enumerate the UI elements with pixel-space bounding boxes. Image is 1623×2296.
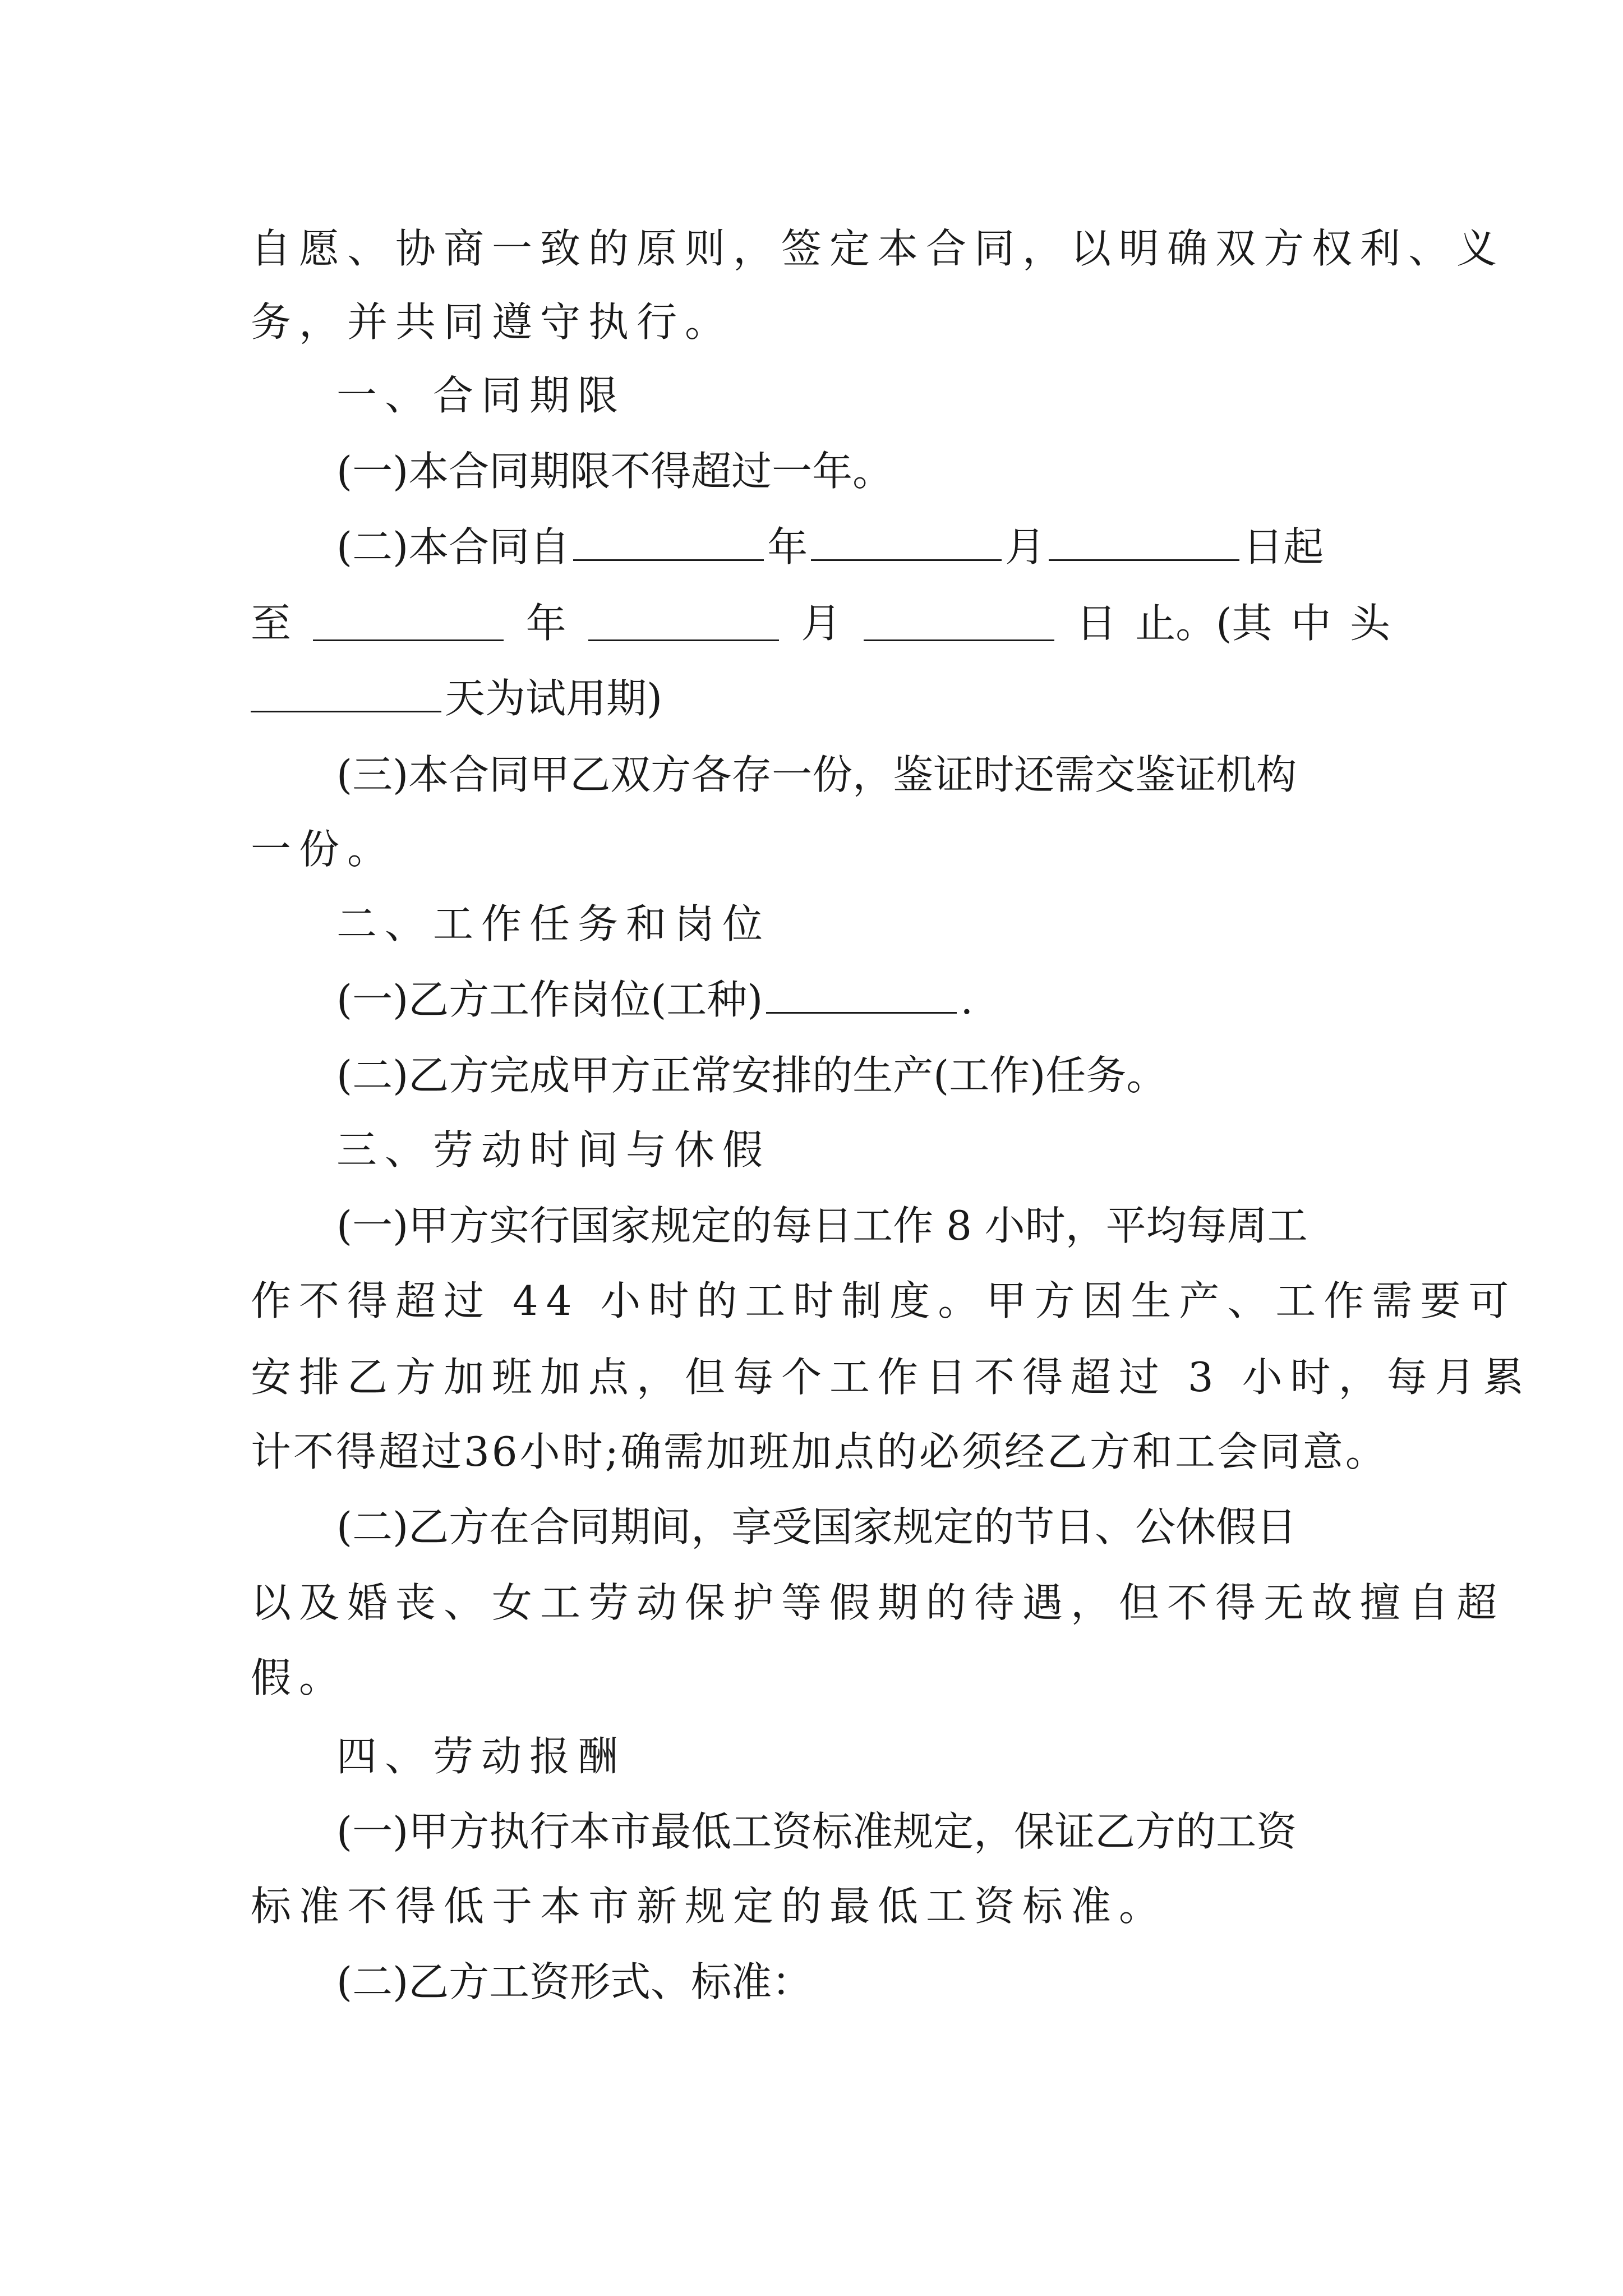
- middle-label: 中: [1290, 600, 1331, 647]
- stop-label: 止。(其: [1135, 600, 1272, 647]
- paragraph-line: 安排乙方加班加点，但每个工作日不得超过 3 小时，每月累: [251, 1354, 1532, 1401]
- section-heading-3: 三、劳动时间与休假: [336, 1126, 771, 1174]
- clause-4-2: (二)乙方工资形式、标准：: [336, 1958, 813, 2005]
- section-heading-1: 一、合同期限: [336, 372, 626, 419]
- blank-field-post[interactable]: [766, 978, 957, 1014]
- paragraph-line: 一份。: [251, 826, 396, 873]
- paragraph-line: 自愿、协商一致的原则，签定本合同，以明确双方权利、义: [251, 225, 1505, 272]
- clause-text: (一)乙方工作岗位(工种): [336, 976, 763, 1023]
- blank-field-end-month[interactable]: [588, 606, 779, 641]
- month-label: 月: [801, 600, 842, 647]
- blank-field-end-year[interactable]: [313, 606, 504, 641]
- section-heading-4: 四、劳动报酬: [336, 1733, 626, 1780]
- blank-field-start-day[interactable]: [1049, 526, 1239, 561]
- year-label: 年: [525, 600, 566, 647]
- paragraph-line: 标准不得低于本市新规定的最低工资标准。: [251, 1883, 1168, 1930]
- clause-2-1: [336, 974, 973, 1025]
- blank-field-start-month[interactable]: [811, 526, 1002, 561]
- year-label: 年: [767, 523, 808, 570]
- clause-1-3: (三)本合同甲乙双方各存一份，鉴证时还需交鉴证机构: [336, 751, 1297, 798]
- paragraph-line: 假。: [251, 1654, 348, 1701]
- probation-text: 天为试用期): [445, 675, 663, 722]
- clause-1-2-end: [251, 598, 1390, 648]
- paragraph-line: 作不得超过 44 小时的工时制度。甲方因生产、工作需要可: [251, 1277, 1517, 1324]
- clause-1-1: (一)本合同期限不得超过一年。: [336, 448, 893, 495]
- paragraph-line: 务，并共同遵守执行。: [251, 298, 734, 346]
- month-label: 月: [1005, 523, 1046, 570]
- probation-line: [251, 673, 662, 724]
- clause-4-1: (一)甲方执行本市最低工资标准规定，保证乙方的工资: [336, 1808, 1297, 1855]
- section-heading-2: 二、工作任务和岗位: [336, 900, 771, 947]
- day-label: 日: [1076, 600, 1117, 647]
- paragraph-line: 以及婚丧、女工劳动保护等假期的待遇，但不得无故擅自超: [251, 1579, 1505, 1626]
- paragraph-line: 计不得超过36小时;确需加班加点的必须经乙方和工会同意。: [251, 1428, 1388, 1475]
- clause-3-1: (一)甲方实行国家规定的每日工作 8 小时，平均每周工: [336, 1202, 1308, 1249]
- clause-text: (二)本合同自: [336, 523, 570, 570]
- clause-1-2-start: [336, 522, 1324, 572]
- period: .: [960, 976, 974, 1023]
- clause-3-2: (二)乙方在合同期间，享受国家规定的节日、公休假日: [336, 1503, 1297, 1550]
- to-label: 至: [251, 600, 292, 647]
- blank-field-end-day[interactable]: [864, 606, 1054, 641]
- blank-field-probation-days[interactable]: [251, 677, 441, 712]
- blank-field-start-year[interactable]: [573, 526, 764, 561]
- head-label: 头: [1349, 600, 1390, 647]
- clause-2-2: (二)乙方完成甲方正常安排的生产(工作)任务。: [336, 1052, 1167, 1099]
- day-label: 日起: [1243, 523, 1324, 570]
